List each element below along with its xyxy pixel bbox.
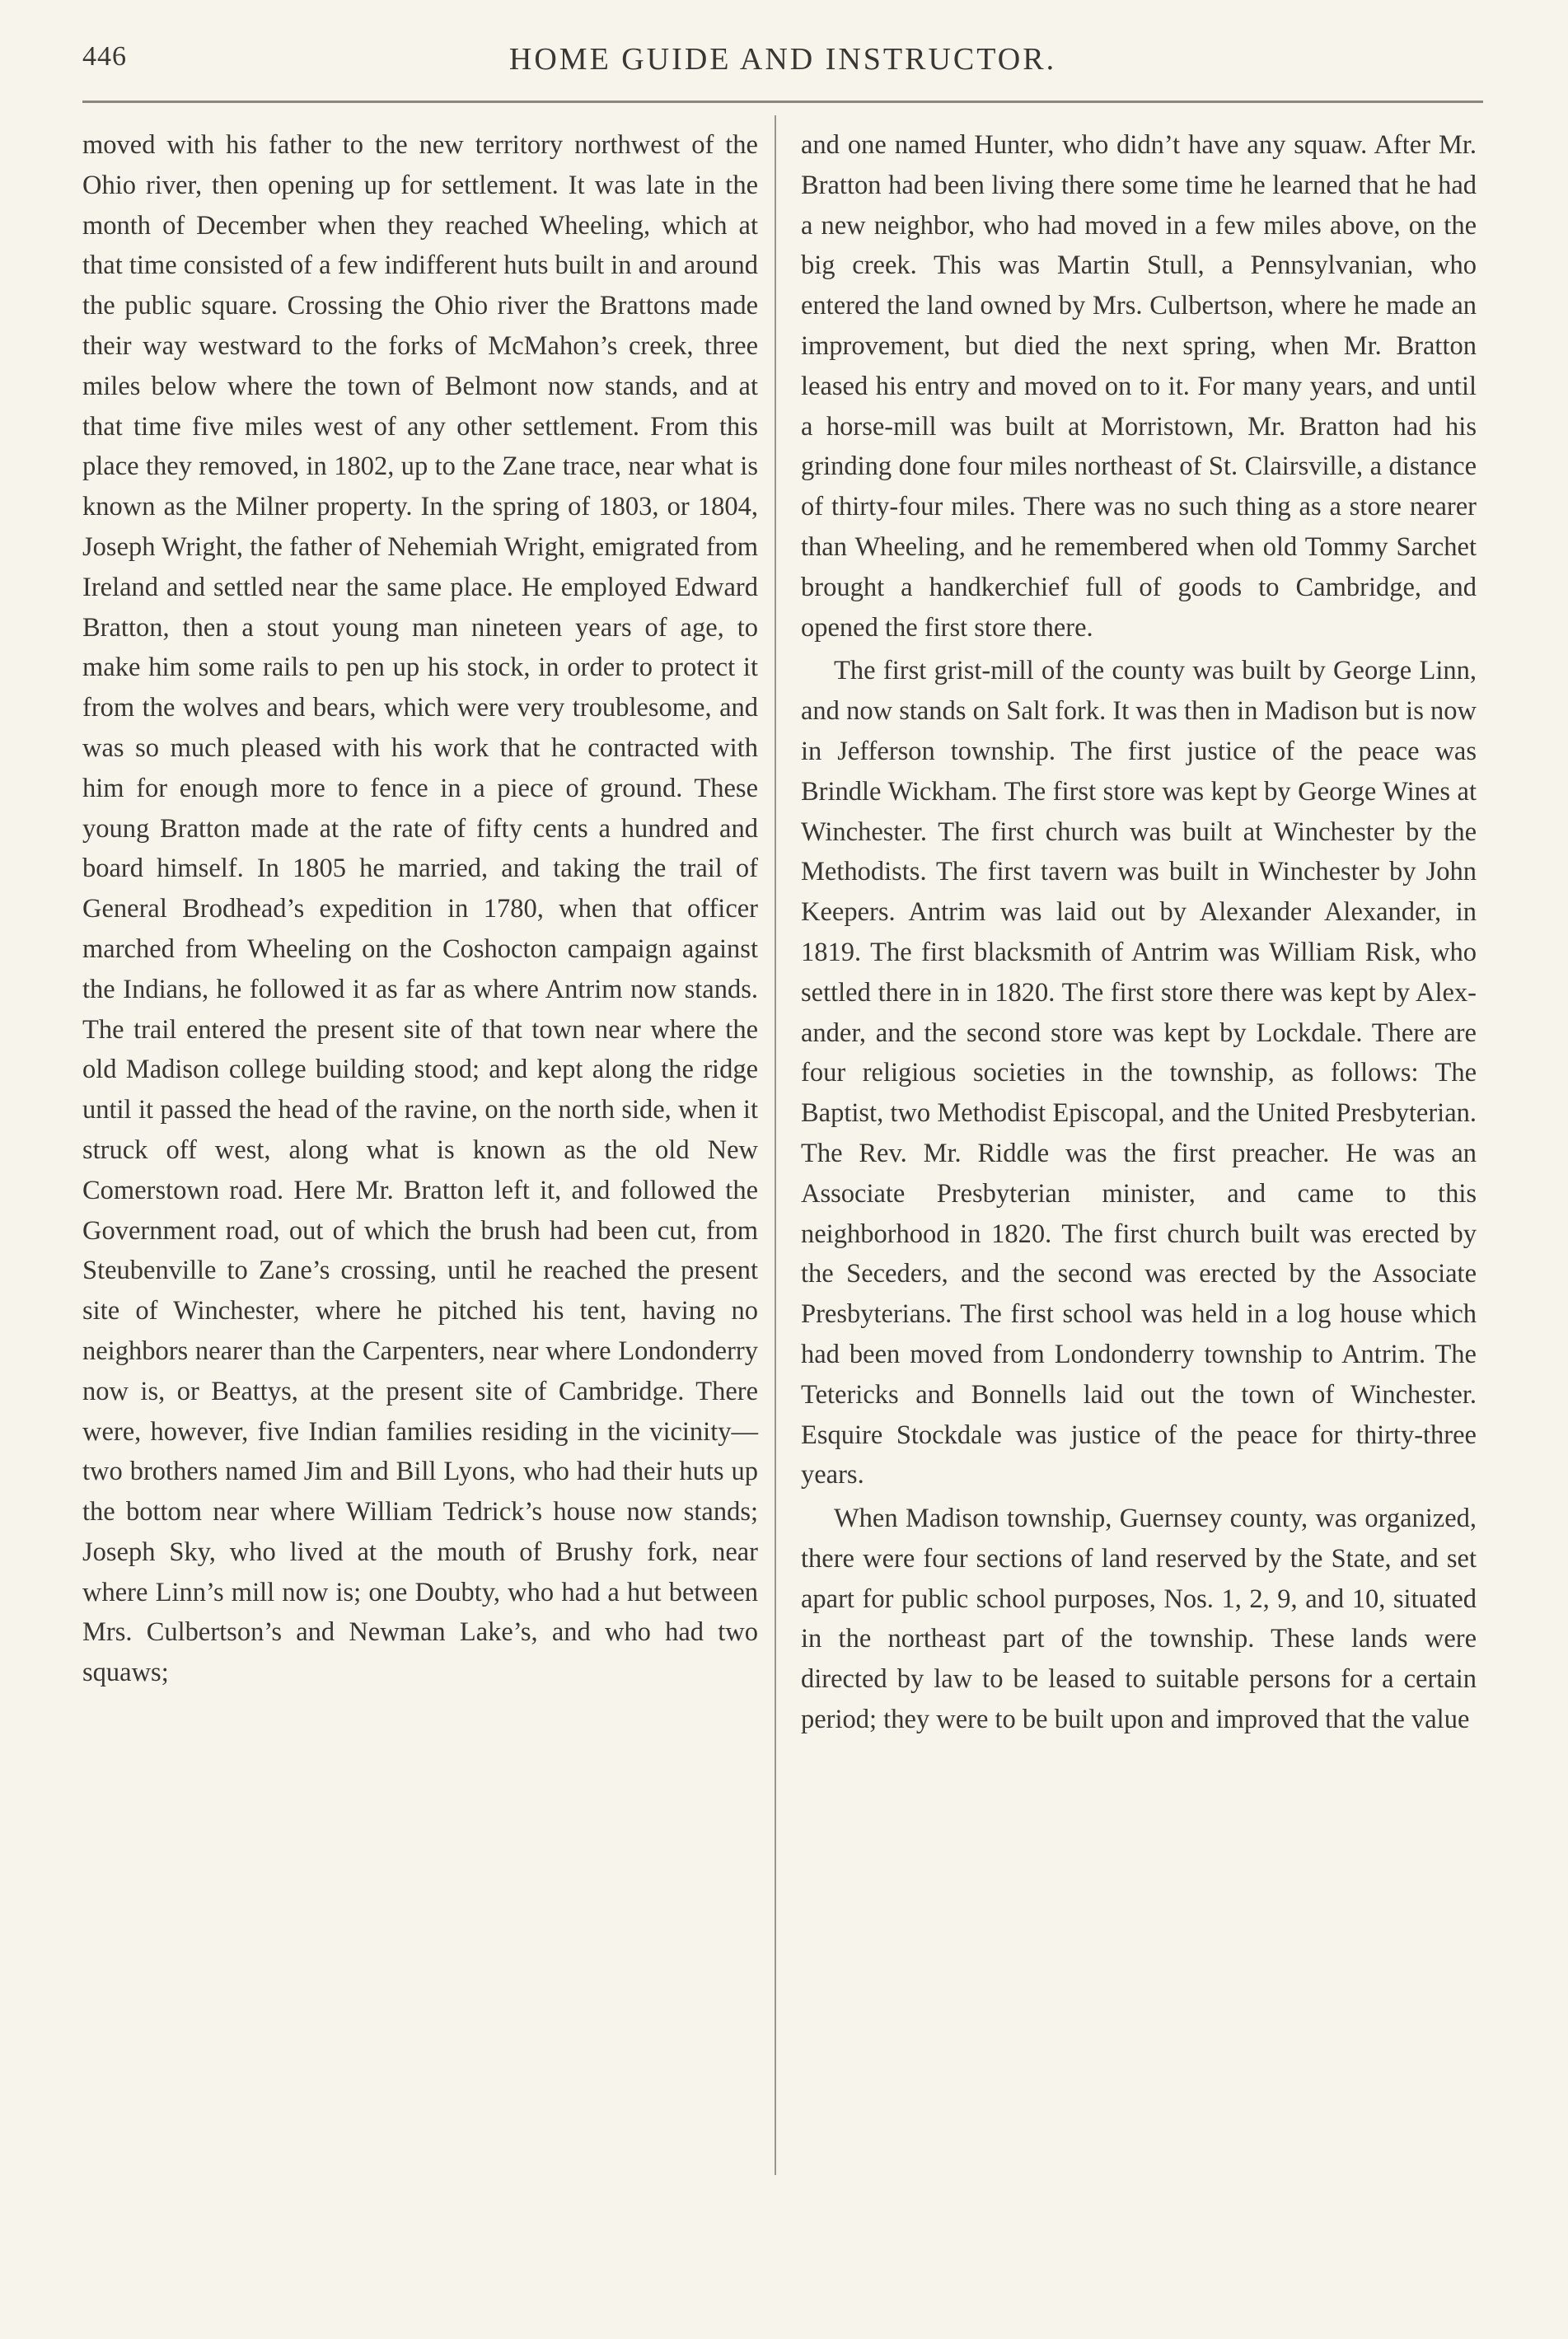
right-column-paragraph-3: When Madison township, Guernsey county, was organized, there were four sections of land reserved by the State, and set apart for public school purposes, Nos. 1, 2, 9, and 10, situated in the northeast part of the township. These lands were directed by law to be leased to suitable persons for a certain period; they were to be built upon and improved that the value bbox=[801, 1504, 1477, 1735]
page-header-title: HOME GUIDE AND INSTRUCTOR. bbox=[508, 42, 1057, 77]
right-column-paragraph-1: and one named Hunter, who didn’t have any squaw. After Mr. Bratton had been living there some time he learned that he had a new neighbor, who had moved in a few miles above, on the big creek. This was Martin Stull, a Pennsylvanian, who entered the land owned by Mrs. Culbertson, where he made an improvement, but died the next spring, when Mr. Bratton leased his entry and moved on to it. For many years, and until a horse-mill was built at Morristown, Mr. Bratton had his grinding done four miles northeast of St. Clairsville, a distance of thirty-four miles. There was no such thing as a store nearer than Wheeling, and he remembered when old Tommy Sarchet brought a handkerchief full of goods to Cambridge, and opened the first store there. bbox=[801, 130, 1477, 643]
header-rule bbox=[82, 101, 1483, 103]
right-column bbox=[801, 125, 1477, 1740]
column-divider bbox=[775, 115, 776, 2175]
left-column bbox=[82, 125, 758, 1693]
page-number: 446 bbox=[82, 41, 127, 72]
running-head bbox=[82, 41, 1483, 91]
right-column-paragraph-2: The first grist-mill of the county was built by George Linn, and now stands on Salt fork. It was then in Madison but is now in Jefferson township. The first justice of the peace was Brindle Wickham. The first store was kept by George Wines at Winchester. The first church was built at Winchester by the Methodists. The first tavern was built in Winchester by John Keepers. Antrim was laid out by Alexander Alexander, in 1819. The first blacksmith of Antrim was William Risk, who settled there in in 1820. The first store there was kept by Alexander, and the second store was kept by Lockdale. There are four religious societies in the township, as follows: The Baptist, two Methodist Episcopal, and the United Presbyterian. The Rev. Mr. Riddle was the first preacher. He was an Associate Presbyterian minister, and came to this neighborhood in 1820. The first church built was erected by the Seceders, and the second was erected by the Associate Presbyterians. The first school was held in a log house which had been moved from Londonderry township to Antrim. The Tetericks and Bonnells laid out the town of Winchester. Esquire Stockdale was justice of the peace for thirty-three years. bbox=[801, 656, 1477, 1490]
left-column-paragraph-1: moved with his father to the new territory northwest of the Ohio river, then opening up for settlement. It was late in the month of December when they reached Wheeling, which at that time consisted of a few indifferent huts built in and around the public square. Crossing the Ohio river the Brattons made their way westward to the forks of McMahon’s creek, three miles below where the town of Belmont now stands, and at that time five miles west of any other settlement. From this place they removed, in 1802, up to the Zane trace, near what is known as the Milner property. In the spring of 1803, or 1804, Joseph Wright, the father of Nehemiah Wright, emigrated from Ireland and settled near the same place. He employed Edward Bratton, then a stout young man nineteen years of age, to make him some rails to pen up his stock, in order to protect it from the wolves and bears, which were very troublesome, and was so much pleased with his work that he contracted with him for enough more to fence in a piece of ground. These young Bratton made at the rate of fifty cents a hundred and board himself. In 1805 he married, and taking the trail of General Brodhead’s expedition in 1780, when that officer marched from Wheeling on the Coshocton campaign against the Indians, he followed it as far as where Antrim now stands. The trail entered the present site of that town near where the old Madison college building stood; and kept along the ridge until it passed the head of the ravine, on the north side, when it struck off west, along what is known as the old New Comerstown road. Here Mr. Bratton left it, and followed the Government road, out of which the brush had been cut, from Steubenville to Zane’s crossing, until he reached the present site of Winchester, where he pitched his tent, having no neighbors nearer than the Carpenters, near where Londonderry now is, or Beattys, at the present site of Cambridge. There were, however, five Indian families residing in the vicinity—two brothers named Jim and Bill Lyons, who had their huts up the bottom near where William Tedrick’s house now stands; Joseph Sky, who lived at the mouth of Brushy fork, near where Linn’s mill now is; one Doubty, who had a hut between Mrs. Culbertson’s and Newman Lake’s, and who had two squaws; bbox=[82, 130, 758, 1688]
